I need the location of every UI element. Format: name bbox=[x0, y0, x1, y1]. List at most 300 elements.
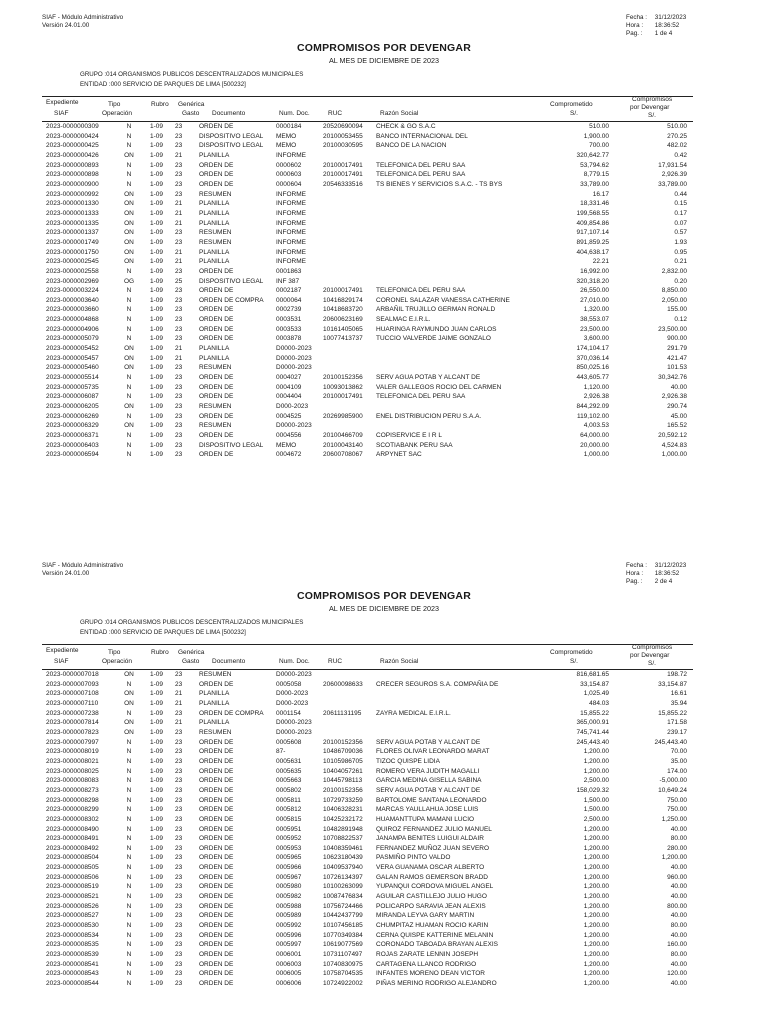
table-row bbox=[42, 383, 693, 393]
row-comprometido: 18,331.46 bbox=[580, 200, 609, 208]
row-tipo-operacion: N bbox=[126, 316, 132, 324]
row-por-devengar: 198.72 bbox=[667, 671, 687, 678]
row-documento: ORDEN DE bbox=[199, 980, 234, 987]
row-rubro: 1-09 bbox=[150, 403, 164, 411]
row-documento: DISPOSITIVO LEGAL bbox=[199, 142, 264, 150]
table-row bbox=[42, 834, 693, 844]
row-razon-social: ARBAÑIL TRUJILLO GERMAN RONALD bbox=[376, 306, 496, 314]
row-generica-gasto: 21 bbox=[175, 258, 183, 266]
col-comprometido-unit: S/. bbox=[570, 658, 578, 665]
row-ruc: 20100017491 bbox=[323, 393, 363, 401]
row-documento: PLANILLA bbox=[199, 209, 230, 217]
table-row bbox=[42, 354, 693, 364]
row-generica-gasto: 23 bbox=[175, 403, 183, 411]
table-row bbox=[42, 421, 693, 431]
row-razon-social: TS BIENES Y SERVICIOS S.A.C. - TS BYS bbox=[376, 180, 503, 188]
row-expediente: 2023-0000003224 bbox=[46, 287, 99, 295]
row-ruc: 20269985900 bbox=[323, 412, 363, 420]
row-num-doc: INFORME bbox=[276, 238, 306, 246]
row-generica-gasto: 21 bbox=[175, 719, 183, 727]
system-name: SIAF - Módulo Administrativo bbox=[42, 562, 124, 569]
hora-value: 18:36:52 bbox=[654, 570, 680, 577]
row-num-doc: D0000-2023 bbox=[276, 728, 312, 736]
row-expediente: 2023-0000000893 bbox=[46, 161, 99, 169]
row-comprometido: 38,553.07 bbox=[580, 316, 609, 324]
table-row bbox=[42, 151, 693, 161]
row-por-devengar: 15,855.22 bbox=[658, 709, 687, 717]
row-tipo-operacion: N bbox=[126, 180, 132, 188]
grupo-line: GRUPO :014 ORGANISMOS PUBLICOS DESCENTRALIZADOS MUNICIPALES bbox=[80, 71, 304, 78]
row-expediente: 2023-0000008273 bbox=[46, 786, 99, 794]
row-documento: ORDEN DE COMPRA bbox=[199, 709, 264, 717]
row-expediente: 2023-0000005735 bbox=[46, 383, 99, 391]
row-documento: ORDEN DE bbox=[199, 383, 234, 391]
row-generica-gasto: 23 bbox=[175, 180, 183, 188]
row-comprometido: 119,102.00 bbox=[576, 412, 609, 420]
row-tipo-operacion: N bbox=[126, 757, 132, 765]
row-num-doc: 0004672 bbox=[276, 451, 302, 459]
row-ruc: 10425232172 bbox=[323, 815, 363, 823]
row-rubro: 1-09 bbox=[150, 132, 164, 140]
row-expediente: 2023-0000008541 bbox=[46, 960, 99, 968]
row-comprometido: 816,681.65 bbox=[576, 671, 609, 678]
row-ruc: 10623180439 bbox=[323, 854, 363, 862]
row-por-devengar: 40.00 bbox=[670, 980, 687, 987]
row-por-devengar: 80.00 bbox=[670, 951, 687, 959]
row-comprometido: 33,154.87 bbox=[580, 680, 609, 688]
row-por-devengar: 2,926.39 bbox=[661, 171, 687, 179]
row-rubro: 1-09 bbox=[150, 728, 164, 736]
row-comprometido: 443,605.77 bbox=[576, 374, 609, 382]
row-ruc: 20100152356 bbox=[323, 374, 363, 382]
row-comprometido: 1,200.00 bbox=[583, 873, 609, 881]
row-num-doc: 0005951 bbox=[276, 825, 302, 833]
row-rubro: 1-09 bbox=[150, 825, 164, 833]
row-tipo-operacion: ON bbox=[124, 671, 134, 678]
row-rubro: 1-09 bbox=[150, 796, 164, 804]
row-rubro: 1-09 bbox=[150, 970, 164, 978]
table-row bbox=[42, 718, 693, 728]
row-por-devengar: 0.07 bbox=[674, 219, 687, 227]
row-por-devengar: 291.79 bbox=[667, 345, 687, 353]
row-por-devengar: 10,649.24 bbox=[658, 786, 687, 794]
row-razon-social: FLORES OLIVAR LEONARDO MARAT bbox=[376, 748, 490, 756]
commitments-table bbox=[42, 96, 693, 460]
row-razon-social: FERNANDEZ MUÑOZ JUAN SEVERO bbox=[376, 844, 490, 852]
row-documento: ORDEN DE bbox=[199, 960, 234, 968]
row-documento: RESUMEN bbox=[199, 728, 232, 736]
row-documento: ORDEN DE bbox=[199, 854, 234, 862]
row-comprometido: 1,200.00 bbox=[583, 883, 609, 891]
row-rubro: 1-09 bbox=[150, 441, 164, 449]
row-num-doc: 0004027 bbox=[276, 374, 302, 382]
row-por-devengar: 35.94 bbox=[670, 699, 687, 707]
row-expediente: 2023-0000008490 bbox=[46, 825, 99, 833]
row-razon-social: SCOTIABANK PERU SAA bbox=[376, 441, 453, 449]
table-row bbox=[42, 209, 693, 219]
row-ruc: 10708822537 bbox=[323, 835, 363, 843]
row-ruc: 10093013862 bbox=[323, 383, 363, 391]
row-por-devengar: 40.00 bbox=[670, 864, 687, 872]
row-por-devengar: 30,342.76 bbox=[658, 374, 687, 382]
row-comprometido: 891,859.25 bbox=[576, 238, 609, 246]
row-comprometido: 158,029.32 bbox=[576, 786, 609, 794]
table-row bbox=[42, 363, 693, 373]
row-expediente: 2023-0000003640 bbox=[46, 296, 99, 304]
row-num-doc: 0002739 bbox=[276, 306, 302, 314]
row-rubro: 1-09 bbox=[150, 902, 164, 910]
row-rubro: 1-09 bbox=[150, 422, 164, 430]
row-num-doc: 0005992 bbox=[276, 922, 302, 930]
row-ruc: 20600623169 bbox=[323, 316, 363, 324]
row-num-doc: 0000184 bbox=[276, 123, 302, 130]
row-ruc: 10100263099 bbox=[323, 883, 363, 891]
row-num-doc: 0005953 bbox=[276, 844, 302, 852]
row-generica-gasto: 23 bbox=[175, 306, 183, 314]
row-generica-gasto: 23 bbox=[175, 960, 183, 968]
row-expediente: 2023-0000006329 bbox=[46, 422, 99, 430]
row-expediente: 2023-0000007108 bbox=[46, 690, 99, 698]
row-expediente: 2023-0000008505 bbox=[46, 864, 99, 872]
row-comprometido: 1,200.00 bbox=[583, 951, 609, 959]
row-ruc: 20100030595 bbox=[323, 142, 363, 150]
row-tipo-operacion: N bbox=[126, 383, 132, 391]
row-generica-gasto: 23 bbox=[175, 883, 183, 891]
pag-label: Pag. : bbox=[626, 30, 643, 37]
row-comprometido: 20,000.00 bbox=[580, 441, 609, 449]
row-tipo-operacion: N bbox=[126, 296, 132, 304]
row-rubro: 1-09 bbox=[150, 757, 164, 765]
row-por-devengar: 750.00 bbox=[667, 806, 687, 814]
row-num-doc: 0000604 bbox=[276, 180, 302, 188]
row-rubro: 1-09 bbox=[150, 738, 164, 746]
table-row bbox=[42, 286, 693, 296]
row-razon-social: AGUILAR CASTILLEJO JULIO HUGO bbox=[376, 893, 487, 901]
row-documento: ORDEN DE bbox=[199, 374, 234, 382]
row-ruc: 10161405065 bbox=[323, 325, 363, 333]
row-comprometido: 1,200.00 bbox=[583, 757, 609, 765]
table-row bbox=[42, 757, 693, 767]
row-comprometido: 199,568.55 bbox=[576, 209, 609, 217]
row-tipo-operacion: ON bbox=[124, 248, 134, 256]
col-operacion: Operación bbox=[102, 658, 132, 665]
row-expediente: 2023-0000006087 bbox=[46, 393, 99, 401]
row-razon-social: ROMERO VERA JUDITH MAGALLI bbox=[376, 767, 480, 775]
row-expediente: 2023-0000002558 bbox=[46, 267, 99, 275]
table-row bbox=[42, 315, 693, 325]
row-num-doc: 0001154 bbox=[276, 709, 301, 717]
row-ruc: 10445798113 bbox=[323, 777, 363, 785]
row-comprometido: 320,318.20 bbox=[576, 277, 609, 285]
row-generica-gasto: 23 bbox=[175, 142, 183, 150]
row-ruc: 10740830975 bbox=[323, 960, 363, 968]
row-por-devengar: 40.00 bbox=[670, 960, 687, 968]
row-tipo-operacion: ON bbox=[124, 190, 134, 198]
row-ruc: 10770349384 bbox=[323, 931, 363, 939]
row-documento: ORDEN DE bbox=[199, 267, 234, 275]
row-por-devengar: 290.74 bbox=[667, 403, 687, 411]
row-ruc: 10406328231 bbox=[323, 806, 363, 814]
row-comprometido: 484.03 bbox=[589, 699, 609, 707]
row-expediente: 2023-0000008083 bbox=[46, 777, 99, 785]
row-documento: PLANILLA bbox=[199, 200, 230, 208]
row-comprometido: 1,000.00 bbox=[583, 451, 609, 459]
col-por-devengar-unit: S/. bbox=[648, 112, 656, 119]
row-rubro: 1-09 bbox=[150, 267, 164, 275]
row-por-devengar: 2,050.00 bbox=[661, 296, 687, 304]
row-num-doc: 0005608 bbox=[276, 738, 302, 746]
col-gasto: Gasto bbox=[182, 658, 200, 665]
row-razon-social: CORONEL SALAZAR VANESSA CATHERINE bbox=[376, 296, 510, 304]
table-row bbox=[42, 738, 693, 748]
row-por-devengar: 101.53 bbox=[667, 364, 687, 372]
row-expediente: 2023-0000008504 bbox=[46, 854, 99, 862]
row-expediente: 2023-0000008539 bbox=[46, 951, 99, 959]
row-rubro: 1-09 bbox=[150, 815, 164, 823]
table-row bbox=[42, 825, 693, 835]
entidad-line: ENTIDAD :000 SERVICIO DE PARQUES DE LIMA [500232] bbox=[80, 81, 246, 88]
row-tipo-operacion: N bbox=[126, 970, 132, 978]
row-num-doc: 0005996 bbox=[276, 931, 302, 939]
row-tipo-operacion: N bbox=[126, 748, 132, 756]
row-tipo-operacion: ON bbox=[124, 422, 134, 430]
row-documento: ORDEN DE bbox=[199, 864, 234, 872]
row-tipo-operacion: N bbox=[126, 873, 132, 881]
row-documento: PLANILLA bbox=[199, 151, 230, 159]
table-row bbox=[42, 969, 693, 979]
row-comprometido: 1,120.00 bbox=[583, 383, 609, 391]
row-generica-gasto: 23 bbox=[175, 854, 183, 862]
row-por-devengar: 160.00 bbox=[667, 941, 687, 949]
row-num-doc: INFORME bbox=[276, 219, 306, 227]
row-tipo-operacion: N bbox=[126, 738, 132, 746]
row-documento: ORDEN DE bbox=[199, 815, 234, 823]
table-row bbox=[42, 402, 693, 412]
row-razon-social: VERA GUANAMA OSCAR ALBERTO bbox=[376, 864, 485, 872]
row-num-doc: 0005802 bbox=[276, 786, 302, 794]
row-num-doc: 0006006 bbox=[276, 980, 302, 987]
table-header bbox=[42, 644, 693, 670]
row-generica-gasto: 23 bbox=[175, 316, 183, 324]
row-tipo-operacion: N bbox=[126, 786, 132, 794]
row-rubro: 1-09 bbox=[150, 209, 164, 217]
row-ruc: 20600708067 bbox=[323, 451, 363, 459]
row-generica-gasto: 23 bbox=[175, 238, 183, 246]
col-gasto: Gasto bbox=[182, 110, 200, 117]
row-comprometido: 917,107.14 bbox=[576, 229, 609, 237]
row-ruc: 20100017491 bbox=[323, 287, 363, 295]
system-name: SIAF - Módulo Administrativo bbox=[42, 14, 124, 21]
table-row bbox=[42, 747, 693, 757]
row-documento: PLANILLA bbox=[199, 699, 230, 707]
row-expediente: 2023-0000000425 bbox=[46, 142, 99, 150]
row-por-devengar: 421.47 bbox=[667, 354, 687, 362]
row-comprometido: 1,200.00 bbox=[583, 931, 609, 939]
row-rubro: 1-09 bbox=[150, 374, 164, 382]
col-por-devengar-2: por Devengar bbox=[630, 104, 670, 111]
row-ruc: 10404057261 bbox=[323, 767, 363, 775]
row-tipo-operacion: N bbox=[126, 835, 132, 843]
row-expediente: 2023-0000008521 bbox=[46, 893, 99, 901]
row-tipo-operacion: N bbox=[126, 815, 132, 823]
row-por-devengar: 0.95 bbox=[674, 248, 687, 256]
fecha-label: Fecha : bbox=[626, 14, 647, 21]
row-documento: ORDEN DE bbox=[199, 922, 234, 930]
col-ruc: RUC bbox=[328, 658, 343, 665]
row-tipo-operacion: N bbox=[126, 680, 132, 688]
row-por-devengar: 0.21 bbox=[674, 258, 687, 266]
row-por-devengar: 1.93 bbox=[674, 238, 687, 246]
row-rubro: 1-09 bbox=[150, 316, 164, 324]
row-tipo-operacion: N bbox=[126, 922, 132, 930]
row-generica-gasto: 21 bbox=[175, 345, 183, 353]
row-expediente: 2023-0000001330 bbox=[46, 200, 99, 208]
row-generica-gasto: 23 bbox=[175, 325, 183, 333]
entidad-line: ENTIDAD :000 SERVICIO DE PARQUES DE LIMA [500232] bbox=[80, 629, 246, 636]
col-expediente: Expediente bbox=[46, 99, 79, 106]
row-tipo-operacion: OG bbox=[123, 277, 135, 285]
table-row bbox=[42, 670, 693, 680]
row-ruc: 10731107497 bbox=[323, 951, 363, 959]
row-ruc: 20546333516 bbox=[323, 180, 363, 188]
row-comprometido: 1,900.00 bbox=[583, 132, 609, 140]
row-comprometido: 1,200.00 bbox=[583, 748, 609, 756]
row-razon-social: COPISERVICE E I R L bbox=[376, 432, 442, 439]
row-rubro: 1-09 bbox=[150, 748, 164, 756]
row-documento: ORDEN DE bbox=[199, 941, 234, 949]
row-por-devengar: 20,592.12 bbox=[658, 432, 687, 439]
table-row bbox=[42, 238, 693, 248]
row-generica-gasto: 23 bbox=[175, 123, 183, 130]
report-meta bbox=[80, 618, 303, 638]
report-page-2 bbox=[0, 548, 768, 1024]
row-por-devengar: 482.02 bbox=[667, 142, 687, 150]
row-num-doc: INFORME bbox=[276, 209, 306, 217]
row-rubro: 1-09 bbox=[150, 690, 164, 698]
row-comprometido: 1,320.00 bbox=[583, 306, 609, 314]
row-comprometido: 15,855.22 bbox=[580, 709, 609, 717]
row-expediente: 2023-0000005514 bbox=[46, 374, 99, 382]
row-rubro: 1-09 bbox=[150, 393, 164, 401]
row-num-doc: 0005812 bbox=[276, 806, 302, 814]
table-row bbox=[42, 902, 693, 912]
row-por-devengar: 960.00 bbox=[667, 873, 687, 881]
table-row bbox=[42, 699, 693, 709]
fecha-value: 31/12/2023 bbox=[654, 562, 687, 569]
grupo-line: GRUPO :014 ORGANISMOS PUBLICOS DESCENTRALIZADOS MUNICIPALES bbox=[80, 619, 304, 626]
row-comprometido: 2,926.38 bbox=[583, 393, 609, 401]
row-comprometido: 4,003.53 bbox=[583, 422, 609, 430]
row-generica-gasto: 23 bbox=[175, 786, 183, 794]
row-documento: ORDEN DE bbox=[199, 931, 234, 939]
table-row bbox=[42, 267, 693, 277]
report-header-right bbox=[626, 562, 686, 586]
table-row bbox=[42, 199, 693, 209]
row-rubro: 1-09 bbox=[150, 680, 164, 688]
row-ruc: 10729733259 bbox=[323, 796, 363, 804]
row-documento: PLANILLA bbox=[199, 719, 230, 727]
row-generica-gasto: 21 bbox=[175, 690, 183, 698]
row-por-devengar: 245,443.40 bbox=[654, 738, 687, 746]
row-num-doc: 87- bbox=[276, 748, 286, 756]
row-expediente: 2023-0000008534 bbox=[46, 931, 99, 939]
row-ruc: 10726134397 bbox=[323, 873, 363, 881]
row-generica-gasto: 23 bbox=[175, 796, 183, 804]
row-generica-gasto: 23 bbox=[175, 815, 183, 823]
row-rubro: 1-09 bbox=[150, 451, 164, 459]
row-documento: PLANILLA bbox=[199, 354, 230, 362]
row-por-devengar: 239.17 bbox=[667, 728, 687, 736]
row-razon-social: MARCAS YAULLAHUA JOSE LUIS bbox=[376, 806, 479, 814]
fecha-label: Fecha : bbox=[626, 562, 647, 569]
col-comprometido: Comprometido bbox=[550, 101, 593, 108]
row-por-devengar: 0.15 bbox=[674, 200, 687, 208]
row-documento: ORDEN DE bbox=[199, 738, 234, 746]
table-row bbox=[42, 940, 693, 950]
row-num-doc: 0005967 bbox=[276, 873, 302, 881]
row-tipo-operacion: N bbox=[126, 123, 132, 130]
row-por-devengar: 40.00 bbox=[670, 883, 687, 891]
row-por-devengar: 270.25 bbox=[667, 132, 687, 140]
row-num-doc: 0004556 bbox=[276, 432, 302, 439]
row-generica-gasto: 23 bbox=[175, 171, 183, 179]
row-rubro: 1-09 bbox=[150, 883, 164, 891]
row-comprometido: 16.17 bbox=[592, 190, 609, 198]
row-tipo-operacion: N bbox=[126, 451, 132, 459]
row-documento: ORDEN DE bbox=[199, 825, 234, 833]
row-expediente: 2023-0000007110 bbox=[46, 699, 99, 707]
row-razon-social: SEALMAC E.I.R.L. bbox=[376, 316, 431, 324]
row-tipo-operacion: N bbox=[126, 709, 132, 717]
row-rubro: 1-09 bbox=[150, 345, 164, 353]
row-tipo-operacion: ON bbox=[124, 345, 134, 353]
row-por-devengar: 0.44 bbox=[674, 190, 687, 198]
row-rubro: 1-09 bbox=[150, 238, 164, 246]
row-rubro: 1-09 bbox=[150, 432, 164, 439]
row-por-devengar: 8,850.00 bbox=[661, 287, 687, 295]
row-comprometido: 1,200.00 bbox=[583, 902, 609, 910]
row-razon-social: BARTOLOME SANTANA LEONARDO bbox=[376, 796, 487, 804]
row-rubro: 1-09 bbox=[150, 844, 164, 852]
table-row bbox=[42, 873, 693, 883]
row-documento: RESUMEN bbox=[199, 229, 232, 237]
row-num-doc: 0001863 bbox=[276, 267, 302, 275]
row-ruc: 20100152356 bbox=[323, 738, 363, 746]
hora-label: Hora : bbox=[626, 22, 644, 29]
row-tipo-operacion: ON bbox=[124, 354, 134, 362]
row-generica-gasto: 21 bbox=[175, 219, 183, 227]
row-tipo-operacion: ON bbox=[124, 238, 134, 246]
col-por-devengar-1: Compromisos bbox=[632, 644, 673, 651]
row-comprometido: 2,500.00 bbox=[583, 815, 609, 823]
row-razon-social: QUIROZ FERNANDEZ JULIO MANUEL bbox=[376, 825, 492, 833]
row-num-doc: 0005952 bbox=[276, 835, 302, 843]
row-expediente: 2023-0000008299 bbox=[46, 806, 99, 814]
row-generica-gasto: 23 bbox=[175, 161, 183, 169]
row-expediente: 2023-0000008019 bbox=[46, 748, 99, 756]
row-tipo-operacion: ON bbox=[124, 719, 134, 727]
row-por-devengar: 40.00 bbox=[670, 912, 687, 920]
row-documento: RESUMEN bbox=[199, 238, 232, 246]
row-num-doc: D000-2023 bbox=[276, 403, 309, 411]
row-generica-gasto: 21 bbox=[175, 354, 183, 362]
row-expediente: 2023-0000008491 bbox=[46, 835, 99, 843]
row-generica-gasto: 23 bbox=[175, 680, 183, 688]
row-rubro: 1-09 bbox=[150, 786, 164, 794]
row-tipo-operacion: N bbox=[126, 374, 132, 382]
row-comprometido: 16,992.00 bbox=[580, 267, 609, 275]
row-num-doc: 0005635 bbox=[276, 767, 302, 775]
